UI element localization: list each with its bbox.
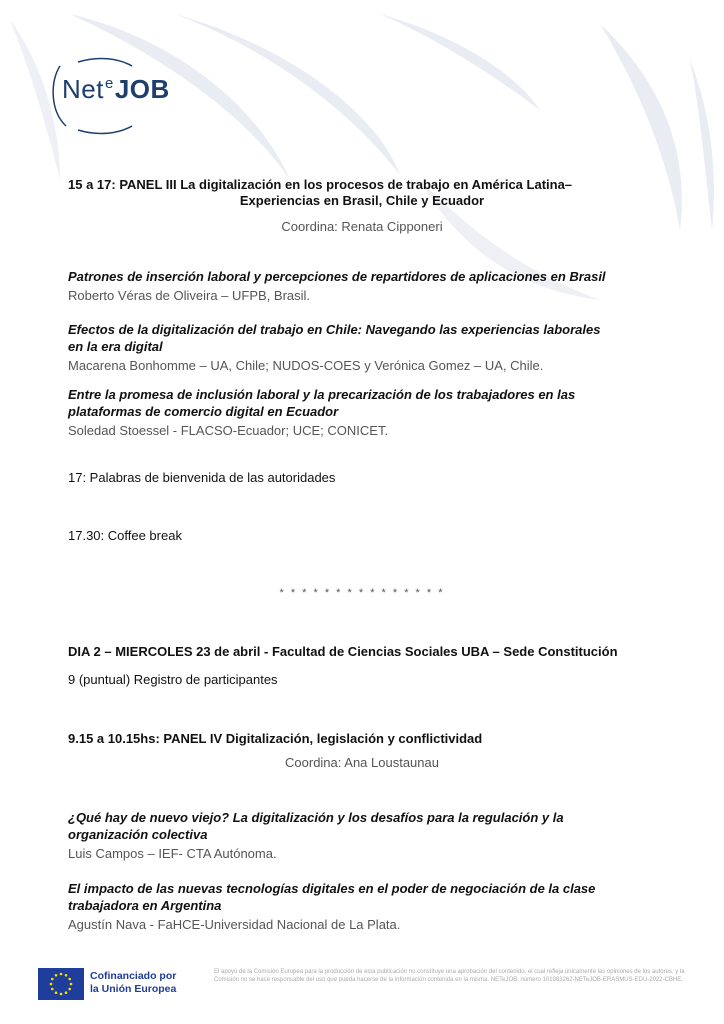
panel3-talk1-authors: Roberto Véras de Oliveira – UFPB, Brasil. <box>68 288 311 303</box>
panel4-talk1-authors: Luis Campos – IEF- CTA Autónoma. <box>68 846 277 861</box>
logo-small-e: e <box>104 75 114 92</box>
eu-cofinanced-label <box>90 970 176 996</box>
panel3-talk3-title-line1: Entre la promesa de inclusión laboral y la precarización de los trabajadores en las <box>68 387 576 402</box>
panel4-title: 9.15 a 10.15hs: PANEL IV Digitalización, legislación y conflictividad <box>68 731 483 746</box>
panel4-coordina: Coordina: Ana Loustaunau <box>285 755 439 770</box>
panel4-talk2-title-line2: trabajadora en Argentina <box>68 898 222 913</box>
panel4-talk2-authors: Agustín Nava - FaHCE-Universidad Nacional de La Plata. <box>68 917 401 932</box>
day2-title: DIA 2 – MIERCOLES 23 de abril - Facultad de Ciencias Sociales UBA – Sede Constitución <box>68 644 618 659</box>
panel3-talk1-title: Patrones de inserción laboral y percepciones de repartidores de aplicaciones en Brasil <box>68 269 606 284</box>
panel4-talk1-title-line1: ¿Qué hay de nuevo viejo? La digitalización y los desafíos para la regulación y la <box>68 810 564 825</box>
panel3-title-line1: 15 a 17: PANEL III La digitalización en los procesos de trabajo en América Latina– <box>68 177 573 192</box>
panel3-talk3-title-line2: plataformas de comercio digital en Ecuador <box>68 404 339 419</box>
panel3-coordina: Coordina: Renata Cipponeri <box>281 219 443 234</box>
panel3-talk2-authors: Macarena Bonhomme – UA, Chile; NUDOS-COES y Verónica Gomez – UA, Chile. <box>68 358 544 373</box>
eu-disclaimer: El apoyo de la Comisión Europea para la producción de esta publicación no constituye una aprobación del contenido, el cual refleja únicamente las opiniones de los autores, y la Comisión no se hace responsable del uso que pueda hacerse de la información contenida en la misma. NETeJOB, número 101083262-NETeJOB-ERASMUS-EDU-2022-CBHE. <box>214 969 685 983</box>
panel3-talk2-title-line1: Efectos de la digitalización del trabajo en Chile: Navegando las experiencias laborales <box>68 322 601 337</box>
panel4-talk1-title-line2: organización colectiva <box>68 827 208 842</box>
footer <box>38 968 698 1002</box>
panel4-talk2-title-line1: El impacto de las nuevas tecnologías digitales en el poder de negociación de la clase <box>68 881 596 896</box>
eu-flag-icon <box>38 968 84 1000</box>
panel3-title-line2: Experiencias en Brasil, Chile y Ecuador <box>239 193 485 208</box>
panel3-talk2-title-line2: en la era digital <box>68 339 163 354</box>
logo-suffix: JOB <box>114 74 170 104</box>
logo-prefix: Net <box>62 74 104 104</box>
eu-label-line1: Cofinanciado por <box>90 970 177 982</box>
day2-registration: 9 (puntual) Registro de participantes <box>68 672 278 687</box>
coffee-break-item: 17.30: Coffee break <box>68 528 182 543</box>
welcome-item: 17: Palabras de bienvenida de las autoridades <box>68 470 336 485</box>
separator-stars: * * * * * * * * * * * * * * * <box>279 587 445 599</box>
eu-label-line2: la Unión Europea <box>90 983 177 995</box>
panel3-talk3-authors: Soledad Stoessel - FLACSO-Ecuador; UCE; CONICET. <box>68 423 389 438</box>
